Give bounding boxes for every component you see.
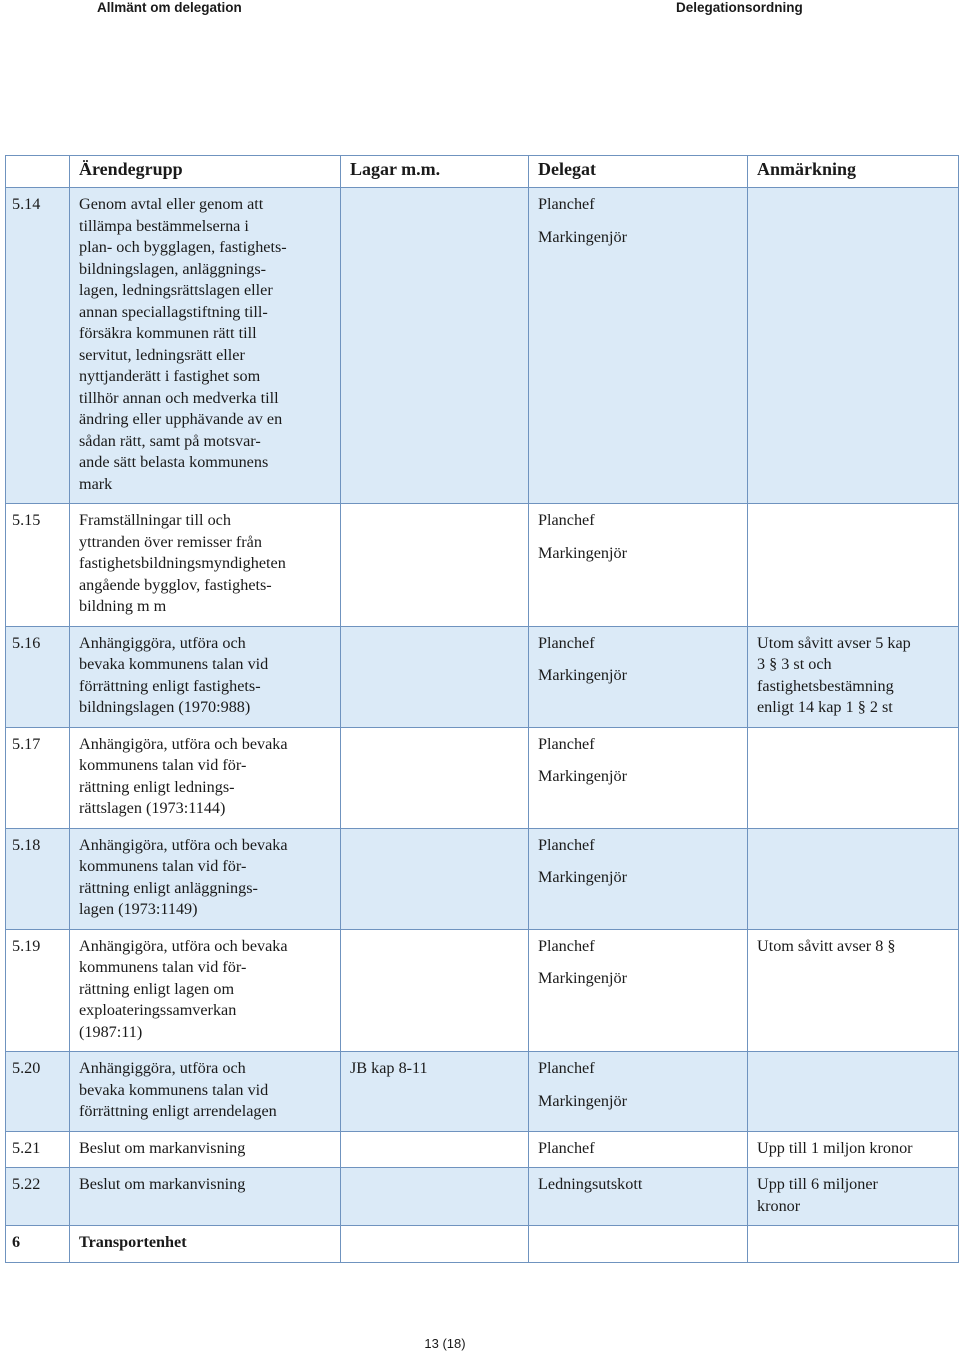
row-number: 5.18 xyxy=(6,828,70,929)
delegation-table xyxy=(5,155,959,1263)
row-delegate-text-line: Markingenjör xyxy=(538,767,628,785)
table-row xyxy=(6,626,959,727)
table-row xyxy=(6,188,959,504)
row-item-text-line: bildningslagen, anläggnings- xyxy=(79,259,267,278)
row-item-text-line: Anhängigöra, utföra och bevaka xyxy=(79,936,288,955)
table-row xyxy=(6,1131,959,1168)
row-item-text-line: rättslagen (1973:1144) xyxy=(79,799,226,817)
header-right-title: Delegationsordning xyxy=(676,0,803,15)
row-item-text-line: fastighetsbildningsmyndigheten xyxy=(79,554,286,572)
row-delegate-text xyxy=(529,929,748,1052)
row-delegate-text xyxy=(529,1131,748,1168)
row-item-text-line: annan speciallagstiftning till- xyxy=(79,302,268,321)
row-item-text-line: rättning enligt lednings- xyxy=(79,777,235,796)
row-remark-text-line: enligt 14 kap 1 § 2 st xyxy=(757,698,893,716)
row-law-text xyxy=(341,1168,529,1226)
row-number: 5.19 xyxy=(6,929,70,1052)
row-delegate-text xyxy=(529,1052,748,1132)
row-item-text xyxy=(70,828,341,929)
row-item-text-line: servitut, ledningsrätt eller xyxy=(79,345,245,364)
column-header-delegate: Delegat xyxy=(529,156,748,188)
row-item-text-line: yttranden över remisser från xyxy=(79,532,262,551)
section-law-cell xyxy=(341,1226,529,1263)
row-delegate-text-line: Markingenjör xyxy=(538,969,628,987)
row-law-text xyxy=(341,626,529,727)
row-number: 5.14 xyxy=(6,188,70,504)
row-item-text xyxy=(70,188,341,504)
row-item-text-line: tillhör annan och medverka till xyxy=(79,388,279,407)
row-item-text xyxy=(70,504,341,627)
row-item-text-line: Anhängigöra, utföra och bevaka xyxy=(79,835,288,854)
row-item-text-line: bildningslagen (1970:988) xyxy=(79,698,251,716)
row-remark-text xyxy=(748,1168,959,1226)
row-item-text-line: ande sätt belasta kommunens xyxy=(79,453,269,471)
row-remark-text-line: kronor xyxy=(757,1196,801,1215)
row-remark-text xyxy=(748,828,959,929)
row-number: 5.17 xyxy=(6,727,70,828)
row-law-text xyxy=(341,828,529,929)
row-item-text-line: Anhängiggöra, utföra och xyxy=(79,1059,246,1077)
row-item-text-line: kommunens talan vid för- xyxy=(79,756,247,774)
row-remark-text xyxy=(748,188,959,504)
column-header-law: Lagar m.m. xyxy=(341,156,529,188)
row-item-text-line: kommunens talan vid för- xyxy=(79,857,247,875)
row-item-text-line: Anhängiggöra, utföra och xyxy=(79,633,246,652)
row-number: 5.21 xyxy=(6,1131,70,1168)
header-left-title: Allmänt om delegation xyxy=(97,0,242,15)
row-law-text xyxy=(341,504,529,627)
row-item-text-line: Beslut om markanvisning xyxy=(79,1175,246,1193)
table-row xyxy=(6,828,959,929)
row-remark-text xyxy=(748,1131,959,1168)
row-item-text xyxy=(70,727,341,828)
row-item-text-line: Anhängigöra, utföra och bevaka xyxy=(79,734,288,753)
row-item-text xyxy=(70,929,341,1052)
row-item-text-line: Genom avtal eller genom att xyxy=(79,195,264,213)
section-delegate-cell xyxy=(529,1226,748,1263)
row-item-text xyxy=(70,1052,341,1132)
row-item-text-line: lagen, ledningsrättslagen eller xyxy=(79,281,273,299)
row-item-text-line: rättning enligt lagen om xyxy=(79,979,235,998)
row-item-text-line: kommunens talan vid för- xyxy=(79,958,247,976)
column-header-remark: Anmärkning xyxy=(748,156,959,188)
row-law-text-line: JB kap 8-11 xyxy=(350,1059,428,1077)
row-delegate-text-line: Markingenjör xyxy=(538,666,628,684)
section-row xyxy=(6,1226,959,1263)
row-delegate-text-line: Planchef xyxy=(538,835,595,854)
row-delegate-text xyxy=(529,1168,748,1226)
row-delegate-text-line: Planchef xyxy=(538,1059,595,1077)
row-item-text-line: (1987:11) xyxy=(79,1022,143,1041)
row-item-text-line: förrättning enligt fastighets- xyxy=(79,676,261,695)
row-item-text-line: rättning enligt anläggnings- xyxy=(79,878,258,897)
table-row xyxy=(6,504,959,627)
row-law-text xyxy=(341,188,529,504)
row-delegate-text-line: Planchef xyxy=(538,936,595,955)
row-item-text-line: sådan rätt, samt på motsvar- xyxy=(79,431,261,450)
row-law-text xyxy=(341,1052,529,1132)
row-number: 5.16 xyxy=(6,626,70,727)
section-remark-cell xyxy=(748,1226,959,1263)
row-delegate-text-line: Planchef xyxy=(538,195,595,213)
row-item-text-line: Framställningar till och xyxy=(79,511,231,529)
row-remark-text-line: Utom såvitt avser 8 § xyxy=(757,936,896,955)
row-delegate-text-line: Planchef xyxy=(538,511,595,529)
row-item-text-line: lagen (1973:1149) xyxy=(79,900,198,918)
row-item-text-line: mark xyxy=(79,474,113,493)
section-title: Transportenhet xyxy=(70,1226,341,1263)
row-remark-text-line: Upp till 1 miljon kronor xyxy=(757,1138,913,1157)
row-item-text-line: nyttjanderätt i fastighet som xyxy=(79,367,261,385)
row-number: 5.20 xyxy=(6,1052,70,1132)
row-item-text-line: tillämpa bestämmelserna i xyxy=(79,216,249,235)
row-remark-text-line: Upp till 6 miljoner xyxy=(757,1175,878,1193)
row-item-text-line: plan- och bygglagen, fastighets- xyxy=(79,238,287,256)
row-remark-text xyxy=(748,929,959,1052)
row-remark-text xyxy=(748,727,959,828)
table-row xyxy=(6,929,959,1052)
row-law-text xyxy=(341,727,529,828)
row-item-text xyxy=(70,1168,341,1226)
row-item-text xyxy=(70,626,341,727)
row-remark-text xyxy=(748,504,959,627)
row-item-text-line: Beslut om markanvisning xyxy=(79,1138,246,1157)
section-number: 6 xyxy=(6,1226,70,1263)
row-delegate-text-line: Ledningsutskott xyxy=(538,1175,643,1193)
row-item-text xyxy=(70,1131,341,1168)
row-item-text-line: försäkra kommunen rätt till xyxy=(79,324,257,342)
header-num-cell xyxy=(6,156,70,188)
table-row xyxy=(6,727,959,828)
row-item-text-line: förrättning enligt arrendelagen xyxy=(79,1102,277,1120)
row-delegate-text-line: Markingenjör xyxy=(538,1091,628,1110)
row-item-text-line: angående bygglov, fastighets- xyxy=(79,575,272,594)
row-item-text-line: bevaka kommunens talan vid xyxy=(79,1080,269,1099)
row-delegate-text xyxy=(529,188,748,504)
table-row xyxy=(6,1052,959,1132)
row-delegate-text-line: Markingenjör xyxy=(538,227,628,246)
row-delegate-text-line: Planchef xyxy=(538,1138,595,1157)
table-header-row xyxy=(6,156,959,188)
table-row xyxy=(6,1168,959,1226)
row-delegate-text xyxy=(529,504,748,627)
row-law-text xyxy=(341,1131,529,1168)
row-item-text-line: bevaka kommunens talan vid xyxy=(79,655,269,673)
row-item-text-line: bildning m m xyxy=(79,597,167,615)
row-law-text xyxy=(341,929,529,1052)
row-number: 5.22 xyxy=(6,1168,70,1226)
row-delegate-text xyxy=(529,626,748,727)
row-delegate-text-line: Markingenjör xyxy=(538,868,628,886)
row-number: 5.15 xyxy=(6,504,70,627)
row-remark-text-line: Utom såvitt avser 5 kap xyxy=(757,633,911,652)
row-item-text-line: ändring eller upphävande av en xyxy=(79,410,283,428)
row-delegate-text xyxy=(529,828,748,929)
row-delegate-text-line: Planchef xyxy=(538,734,595,753)
row-delegate-text-line: Markingenjör xyxy=(538,543,628,562)
row-delegate-text-line: Planchef xyxy=(538,633,595,652)
row-remark-text-line: 3 § 3 st och xyxy=(757,655,832,673)
row-remark-text-line: fastighetsbestämning xyxy=(757,676,894,695)
row-item-text-line: exploateringssamverkan xyxy=(79,1001,237,1019)
column-header-item: Ärendegrupp xyxy=(70,156,341,188)
row-remark-text xyxy=(748,1052,959,1132)
row-remark-text xyxy=(748,626,959,727)
row-delegate-text xyxy=(529,727,748,828)
page-number: 13 (18) xyxy=(424,1336,466,1351)
